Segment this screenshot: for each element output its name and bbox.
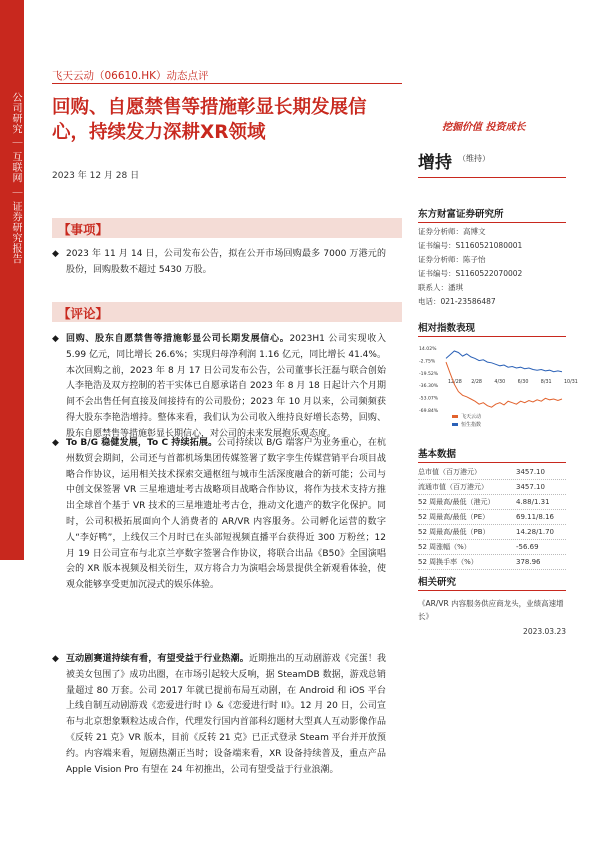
x-tick-label: 10/31 <box>564 380 578 385</box>
rating: 增持 <box>418 153 452 173</box>
basic-data-value: 14.28/1.70 <box>516 528 554 536</box>
contact <box>418 281 566 295</box>
x-tick-label: 8/31 <box>540 380 552 385</box>
rating-divider <box>418 177 566 178</box>
basic-data-value: 69.11/8.16 <box>516 513 554 521</box>
basic-data-title: 基本数据 <box>418 446 566 463</box>
event-section-header <box>52 218 402 238</box>
x-tick-label: 12/28 <box>448 380 462 385</box>
report-date: 2023 年 12 月 28 日 <box>52 171 140 181</box>
basic-data-label: 52 周换手率（%） <box>418 558 478 566</box>
comment-paragraph-3 <box>66 652 386 778</box>
y-tick-label: -19.52% <box>419 371 439 377</box>
related-panel <box>418 574 566 636</box>
rating-note: （维持） <box>458 154 490 163</box>
basic-data-table <box>418 465 566 570</box>
comment-paragraph-2 <box>66 436 386 594</box>
bullet-icon: ◆ <box>52 438 59 448</box>
analyst-1 <box>418 225 566 239</box>
x-tick-label: 6/30 <box>517 380 529 385</box>
analyst-2 <box>418 253 566 267</box>
basic-data-label: 流通市值（百万港元） <box>418 483 488 491</box>
report-subtitle: 飞天云动（06610.HK）动态点评 <box>52 70 209 82</box>
bullet-icon: ◆ <box>52 334 59 344</box>
basic-data-label: 总市值（百万港元） <box>418 468 481 476</box>
basic-data-value: 3457.10 <box>516 468 545 476</box>
phone-label: 电话： <box>418 297 441 306</box>
comment-2-text: 公司持续以 B/G 端客户为业务重心，在杭州数贸会期间，公司还与首都机场集团传媒签署了数字孪生传媒营销平台项目战略合作协议，运用相关技术探索交通枢纽与城市生活深度融合的新可能；公司与中创文保签署 VR 三星堆遗址考古战略项目战略合作协议，将作为技术支持方推出全球首个基于 VR 技术的三星堆遗址考古仓，推动文化遗产的数字化保护。同时，公司积极拓展面向个人消费者的 AR/VR 内容服务。公司孵化运营的数字人“李好鸭”，上线仅三个月时已在头部短视频直播平台获得近 300 万粉丝；12 月 19 日公司宣布与北京兰亭数字签署合作协议，将联合出品《B50》全国演唱会的 XR 版本视频及相关衍生，双方将合力为演唱会场景提供全新观看体验，使观众能够享受更加沉浸式的娱乐体验。 <box>66 438 386 591</box>
performance-panel <box>418 320 566 337</box>
legend-swatch <box>452 423 458 426</box>
comment-1-text: 2023H1 公司实现收入 5.99 亿元，同比增长 26.6%；实现归母净利润 1.16 亿元，同比增长 41.4%。本次回购之前，2023 年 8 月 17 日公司发布公告，公司董事长汪磊与联合创始人李艳浩及双方控制的若干实体已自愿承诺自 2023 年 8 月 18 日起计六个月期间不会出售任何直接及间接持有的公司股份；2023 年 10 月以来，公司频频获得大股东李艳浩增持。整体来看，我们认为公司收入维持良好增长态势，回购、股东自愿禁售等措施彰显长期信心，对公司的未来发展抱乐观态度。 <box>66 334 386 439</box>
basic-data-row <box>418 495 566 510</box>
slogan: 挖掘价值 投资成长 <box>442 122 526 133</box>
comment-section-header <box>52 302 402 322</box>
comment-paragraph-1 <box>66 332 386 443</box>
sidebar-band <box>0 0 24 560</box>
basic-data-value: -56.69 <box>516 543 539 551</box>
analyst-1-label: 证券分析师： <box>418 227 463 236</box>
comment-2-lead: To B/G 稳健发展，To C 持续拓展。 <box>66 438 218 448</box>
x-tick-label: 4/30 <box>494 380 506 385</box>
basic-data-label: 52 周最高/最低（港元） <box>418 498 495 506</box>
analyst-2-name: 陈子怡 <box>463 255 486 264</box>
sidebar-label: 公司研究 ｜ 互联网 ｜ 证券研究报告 <box>10 92 21 265</box>
event-text: 2023 年 11 月 14 日，公司发布公告，拟在公开市场回购最多 7000 万港元的股份，回购股数不超过 5430 万股。 <box>66 249 386 275</box>
performance-chart <box>418 340 578 444</box>
bullet-icon: ◆ <box>52 654 59 664</box>
basic-data-row <box>418 510 566 525</box>
contact-name: 潘琪 <box>448 283 463 292</box>
y-tick-label: -53.07% <box>419 396 439 402</box>
basic-data-label: 52 周最高/最低（PB） <box>418 528 490 536</box>
basic-data-panel <box>418 446 566 570</box>
page-title: 回购、自愿禁售等措施彰显长期发展信心，持续发力深耕XR领域 <box>52 97 367 143</box>
bullet-icon: ◆ <box>52 249 59 259</box>
analyst-1-name: 高博文 <box>463 227 486 236</box>
y-tick-label: 14.02% <box>419 347 437 352</box>
event-section-title: 【事项】 <box>58 222 109 237</box>
y-tick-label: -2.75% <box>419 359 436 365</box>
analyst-2-label: 证券分析师： <box>418 255 463 264</box>
basic-data-value: 4.88/1.31 <box>516 498 550 506</box>
comment-section-title: 【评论】 <box>58 306 109 321</box>
comment-3-lead: 互动剧赛道持续有看，有望受益于行业热潮。 <box>66 654 249 664</box>
basic-data-row <box>418 480 566 495</box>
performance-title: 相对指数表现 <box>418 320 566 337</box>
y-tick-label: -36.30% <box>419 384 439 390</box>
contact-label: 联系人： <box>418 283 448 292</box>
legend-swatch <box>452 415 458 418</box>
cert-1-number: S1160521080001 <box>455 241 523 250</box>
related-date: 2023.03.23 <box>523 627 566 636</box>
basic-data-label: 52 周最高/最低（PE） <box>418 513 490 521</box>
cert-1 <box>418 239 566 253</box>
y-tick-label: -69.84% <box>419 409 439 414</box>
legend-label: 飞天云动 <box>461 414 482 420</box>
cert-2-number: S1160522070002 <box>455 269 523 278</box>
institute-name: 东方财富证券研究所 <box>418 206 566 223</box>
series-line-1 <box>446 351 562 372</box>
related-report[interactable]: 《AR/VR 内容服务供应商龙头，业绩高速增长》 <box>418 599 564 621</box>
cert-1-label: 证书编号： <box>418 241 456 250</box>
cert-2 <box>418 267 566 281</box>
phone <box>418 295 566 309</box>
comment-1-lead: 回购、股东自愿禁售等措施彰显公司长期发展信心。 <box>66 334 290 344</box>
analyst-panel <box>418 206 566 309</box>
phone-number: 021-23586487 <box>440 297 496 306</box>
basic-data-label: 52 周涨幅（%） <box>418 543 471 551</box>
basic-data-row <box>418 465 566 480</box>
header-divider <box>52 83 402 84</box>
comment-3-text: 近期推出的互动剧游戏《完蛋！我被美女包围了》成功出圈，在市场引起较大反响，据 SteamDB 数据，游戏总销量超过 80 万套。公司 2017 年就已提前布局互动剧，在 Android 和 iOS 平台上线自制互动剧游戏《恋爱进行时 I》&《恋爱进行时 II》。12 月 20 日，公司宣布与北京想象颗粒达成合作，代理发行国内首部科幻题材大型真人互动影像作品《反转 21 克》VR 版本，目前《反转 21 克》已正式登录 Steam 平台并开放预约。内容端来看，短剧热潮正当时；设备端来看，XR 设备持续普及，重点产品 Apple Vision Pro 有望在 24 年初推出，公司有望受益于行业浪潮。 <box>66 654 386 775</box>
basic-data-value: 378.96 <box>516 558 541 566</box>
related-title: 相关研究 <box>418 574 566 591</box>
x-tick-label: 2/28 <box>471 380 482 385</box>
basic-data-row <box>418 525 566 540</box>
legend-label: 恒生指数 <box>461 422 482 428</box>
cert-2-label: 证书编号： <box>418 269 456 278</box>
basic-data-row <box>418 555 566 570</box>
basic-data-value: 3457.10 <box>516 483 545 491</box>
basic-data-row <box>418 540 566 555</box>
